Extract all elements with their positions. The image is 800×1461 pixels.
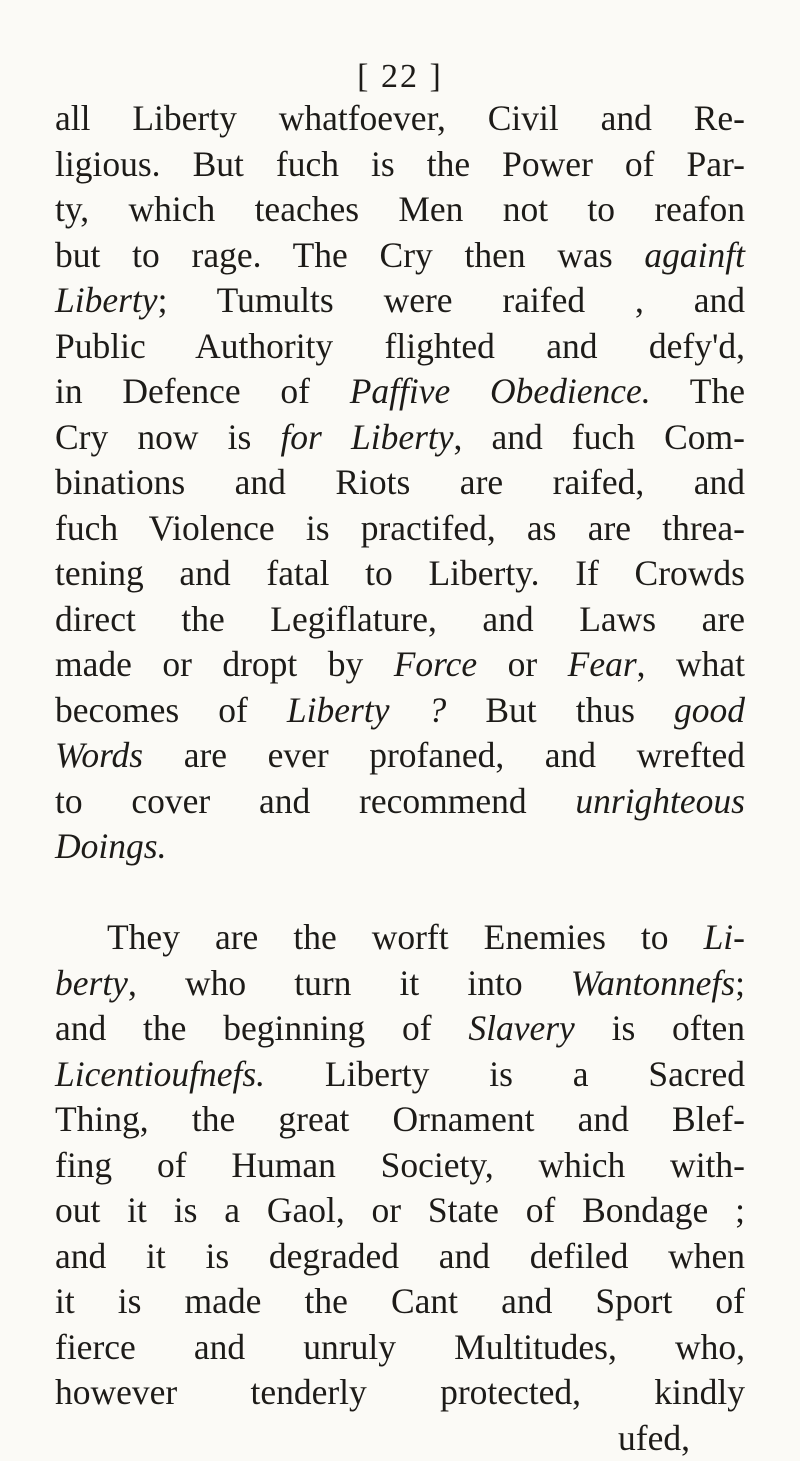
text-line: Licentioufnefs. Liberty is a Sacred: [55, 1052, 745, 1098]
text-line: direct the Legiflature, and Laws are: [55, 597, 745, 643]
paragraph-gap: [55, 870, 745, 916]
text-line: tening and fatal to Liberty. If Crowds: [55, 551, 745, 597]
text-line: becomes of Liberty ? But thus good: [55, 688, 745, 734]
text-line: Words are ever profaned, and wrefted: [55, 733, 745, 779]
page-number: [ 22 ]: [0, 58, 800, 96]
text-line: Thing, the great Ornament and Blef-: [55, 1097, 745, 1143]
catchword: ufed,: [55, 1416, 745, 1461]
text-line: fierce and unruly Multitudes, who,: [55, 1325, 745, 1371]
text-line: They are the worft Enemies to Li-: [55, 915, 745, 961]
text-line: however tenderly protected, kindly: [55, 1370, 745, 1416]
text-line: in Defence of Paffive Obedience. The: [55, 369, 745, 415]
text-line: but to rage. The Cry then was againft: [55, 233, 745, 279]
text-line: Liberty; Tumults were raifed , and: [55, 278, 745, 324]
text-line: berty, who turn it into Wantonnefs;: [55, 961, 745, 1007]
text-line: out it is a Gaol, or State of Bondage ;: [55, 1188, 745, 1234]
text-line: fuch Violence is practifed, as are threa-: [55, 506, 745, 552]
text-line: Doings.: [55, 824, 745, 870]
text-line: binations and Riots are raifed, and: [55, 460, 745, 506]
text-line: and the beginning of Slavery is often: [55, 1006, 745, 1052]
text-line: and it is degraded and defiled when: [55, 1234, 745, 1280]
text-line: Public Authority flighted and defy'd,: [55, 324, 745, 370]
text-line: it is made the Cant and Sport of: [55, 1279, 745, 1325]
text-line: fing of Human Society, which with-: [55, 1143, 745, 1189]
text-line: all Liberty whatfoever, Civil and Re-: [55, 96, 745, 142]
text-line: ty, which teaches Men not to reafon: [55, 187, 745, 233]
text-line: Cry now is for Liberty, and fuch Com-: [55, 415, 745, 461]
text-line: ligious. But fuch is the Power of Par-: [55, 142, 745, 188]
body-text: [55, 96, 745, 1461]
text-line: to cover and recommend unrighteous: [55, 779, 745, 825]
text-line: made or dropt by Force or Fear, what: [55, 642, 745, 688]
